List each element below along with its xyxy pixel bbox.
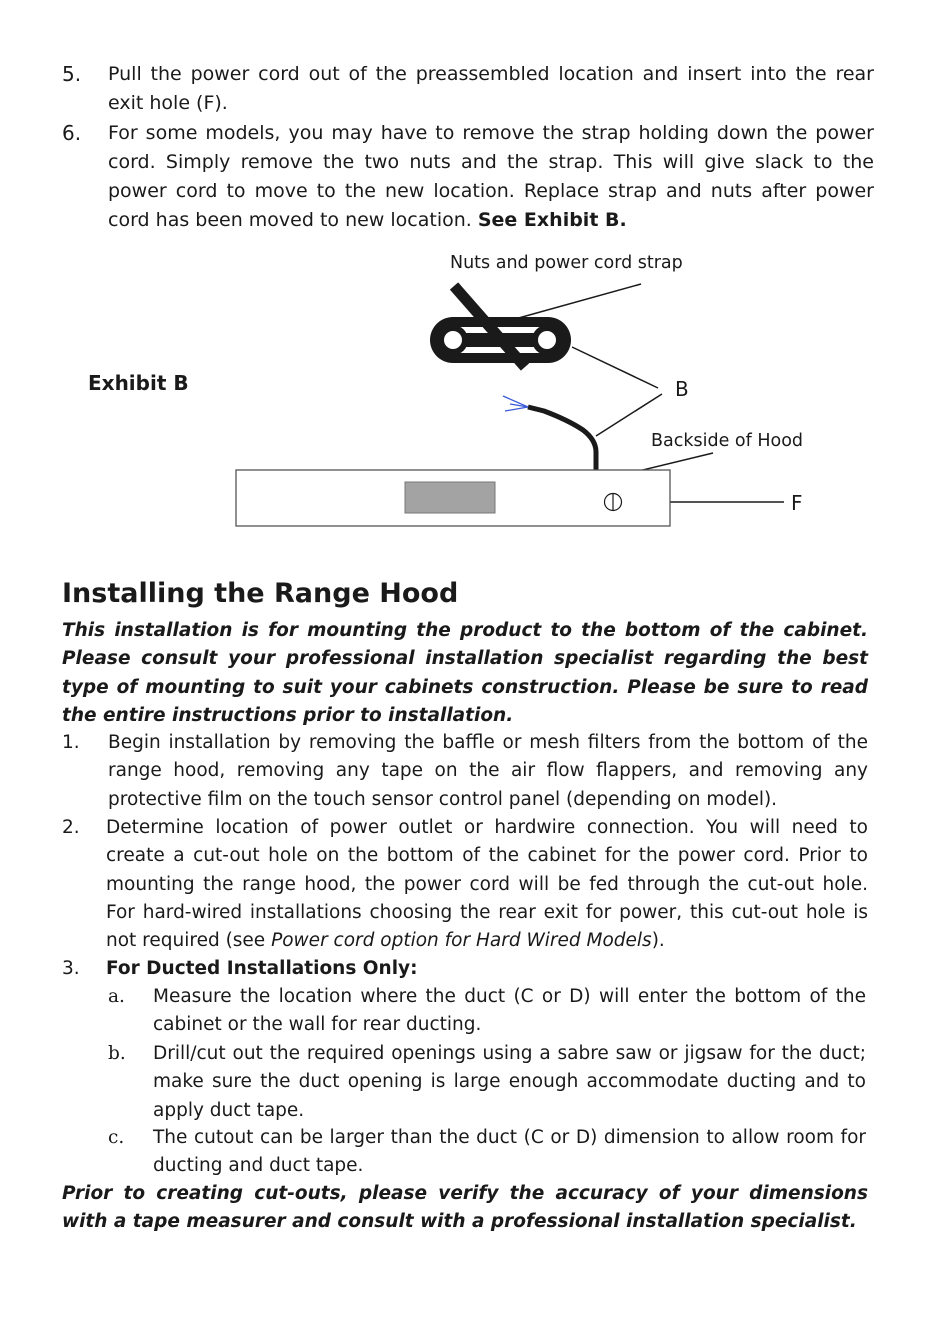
section-title: Installing the Range Hood bbox=[62, 578, 459, 609]
closing-note: Prior to creating cut-outs, please verify the accuracy of your dimensions with a tape measurer and consult with a professional installation specialist. bbox=[62, 1183, 868, 1233]
label-plate bbox=[405, 482, 495, 513]
sublist-text: The cutout can be larger than the duct (C or D) dimension to allow room for ducting and duct tape. bbox=[153, 1127, 866, 1177]
leader-b-lower bbox=[596, 394, 662, 436]
list-number: 1. bbox=[62, 732, 80, 753]
label-b: B bbox=[675, 377, 689, 401]
exhibit-b-diagram bbox=[0, 240, 933, 550]
list-number: 2. bbox=[62, 817, 80, 838]
list-text: Begin installation by removing the baffle or mesh filters from the bottom of the range hood, removing any tape on the air flow flappers, and removing any protective film on the touch sensor control panel (depending on model). bbox=[108, 732, 868, 810]
leader-b-upper bbox=[572, 347, 658, 388]
list-number: 3. bbox=[62, 958, 80, 979]
label-f: F bbox=[791, 491, 803, 515]
nuts-strap-label: Nuts and power cord strap bbox=[450, 253, 683, 273]
list-text-main: Determine location of power outlet or hardwire connection. You will need to create a cut-out hole on the bottom of the cabinet for the power cord. Prior to mounting the range hood, the power cord will be fed through the cut-out hole. For hard-wired installations choosing the rear exit for power, this cut-out hole is not required (see bbox=[106, 817, 868, 952]
step-6-body: For some models, you may have to remove the strap holding down the power cord. Simply remove the two nuts and the strap. This will give slack to the power cord to move to the new location. Replace strap and nuts after power cord has been moved to new location. bbox=[108, 122, 874, 231]
sublist-letter: b. bbox=[108, 1043, 126, 1064]
step-text: Pull the power cord out of the preassembled location and insert into the rear exit hole (F). bbox=[108, 63, 874, 114]
exit-hole-icon bbox=[605, 494, 622, 511]
sublist-letter: a. bbox=[108, 986, 125, 1007]
list-text bbox=[106, 814, 868, 955]
sublist-text: Drill/cut out the required openings using a sabre saw or jigsaw for the duct; make sure the duct opening is large enough accommodate ducting and to apply duct tape. bbox=[153, 1043, 866, 1121]
backside-label: Backside of Hood bbox=[651, 431, 804, 451]
exhibit-title: Exhibit B bbox=[88, 371, 189, 395]
exhibit-reference: See Exhibit B. bbox=[477, 209, 627, 231]
power-cord bbox=[528, 407, 596, 472]
step-number: 5. bbox=[62, 62, 82, 86]
sublist-text: Measure the location where the duct (C or D) will enter the bottom of the cabinet or the wall for rear ducting. bbox=[153, 986, 866, 1036]
hardwire-reference: Power cord option for Hard Wired Models bbox=[271, 930, 652, 952]
leader-nuts bbox=[497, 284, 641, 324]
sublist-letter: c. bbox=[108, 1127, 125, 1148]
list-text-end: ). bbox=[651, 930, 665, 952]
list-text: For Ducted Installations Only: bbox=[106, 958, 418, 979]
section-intro: This installation is for mounting the product to the bottom of the cabinet. Please consult your professional installation specialist regarding the best type of mounting to suit your cabinets construction. Please be sure to read the entire instructions prior to installation. bbox=[62, 620, 868, 726]
cord-prongs-icon bbox=[503, 396, 528, 411]
step-text bbox=[108, 119, 874, 235]
step-number: 6. bbox=[62, 121, 82, 145]
